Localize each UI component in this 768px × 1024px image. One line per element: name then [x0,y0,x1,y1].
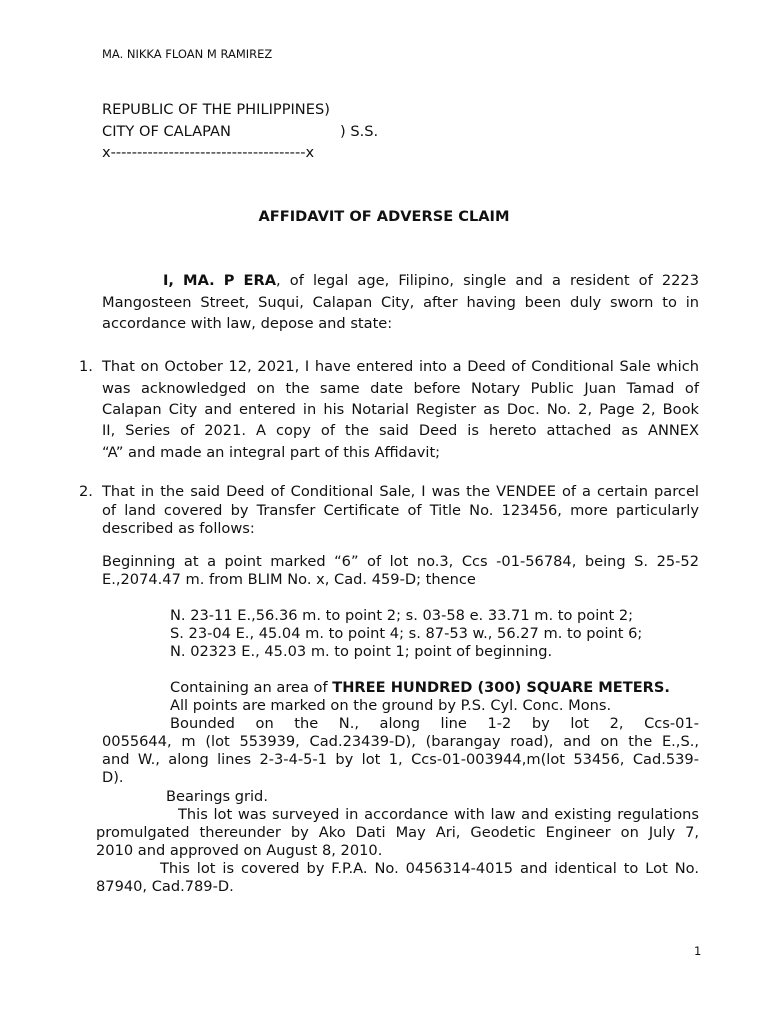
description-begin-line: Beginning at a point marked “6” of lot no.3, Ccs -01-56784, being S. 25-52 [102,553,699,570]
coverage-line: This lot is covered by F.P.A. No. 0456314-4015 and identical to Lot No. [160,860,699,877]
bounded-line: and W., along lines 2-3-4-5-1 by lot 1, Ccs-01-003944,m(lot 53456, Cad.539- [102,751,699,768]
bearings-grid-line: Bearings grid. [166,788,268,805]
intro-line-2: Mangosteen Street, Suqui, Calapan City, after having been duly sworn to in [102,294,699,311]
bearing-line: N. 23-11 E.,56.36 m. to point 2; s. 03-58 e. 33.71 m. to point 2; [170,607,634,624]
item-2-line: That in the said Deed of Conditional Sale, I was the VENDEE of a certain parcel [102,483,699,500]
caption-separator: x-------------------------------------x [102,144,315,161]
item-1-line: “A” and made an integral part of this Affidavit; [102,444,441,461]
monuments-line: All points are marked on the ground by P.S. Cyl. Conc. Mons. [170,697,612,714]
item-1-line: That on October 12, 2021, I have entered into a Deed of Conditional Sale which [102,358,699,375]
item-2-number: 2. [79,483,93,500]
bounded-line: 0055644, m (lot 553939, Cad.23439-D), (barangay road), and on the E.,S., [102,733,699,750]
coverage-line: 87940, Cad.789-D. [96,878,234,895]
page-number: 1 [694,944,702,958]
item-1-number: 1. [79,358,93,375]
author-name: MA. NIKKA FLOAN M RAMIREZ [102,47,273,61]
item-1-line: was acknowledged on the same date before Notary Public Juan Tamad of [102,380,699,397]
intro-line-3: accordance with law, depose and state: [102,315,393,332]
intro-line-1: , of legal age, Filipino, single and a resident of 2223 [276,272,699,289]
survey-line: 2010 and approved on August 8, 2010. [96,842,383,859]
survey-line: This lot was surveyed in accordance with law and existing regulations [178,806,699,823]
item-1-line: Calapan City and entered in his Notarial Register as Doc. No. 2, Page 2, Book [102,401,699,418]
item-2-line: of land covered by Transfer Certificate of Title No. 123456, more particularly [102,502,699,519]
area-prefix: Containing an area of [170,679,333,696]
description-begin-line: E.,2074.47 m. from BLIM No. x, Cad. 459-D; thence [102,571,476,588]
bearing-line: S. 23-04 E., 45.04 m. to point 4; s. 87-53 w., 56.27 m. to point 6; [170,625,643,642]
caption-ss: ) S.S. [340,123,379,140]
caption-city: CITY OF CALAPAN [102,123,231,140]
bounded-line: D). [102,769,124,786]
document-title: AFFIDAVIT OF ADVERSE CLAIM [258,208,510,225]
item-2-line: described as follows: [102,520,255,537]
caption-republic: REPUBLIC OF THE PHILIPPINES) [102,101,330,118]
bounded-line: Bounded on the N., along line 1-2 by lot 2, Ccs-01- [170,715,699,732]
item-1-line: II, Series of 2021. A copy of the said Deed is hereto attached as ANNEX [102,422,699,439]
survey-line: promulgated thereunder by Ako Dati May Ari, Geodetic Engineer on July 7, [96,824,699,841]
bearing-line: N. 02323 E., 45.03 m. to point 1; point of beginning. [170,643,553,660]
area-value: THREE HUNDRED (300) SQUARE METERS. [332,679,670,696]
affiant-name: I, MA. P ERA [163,272,277,289]
